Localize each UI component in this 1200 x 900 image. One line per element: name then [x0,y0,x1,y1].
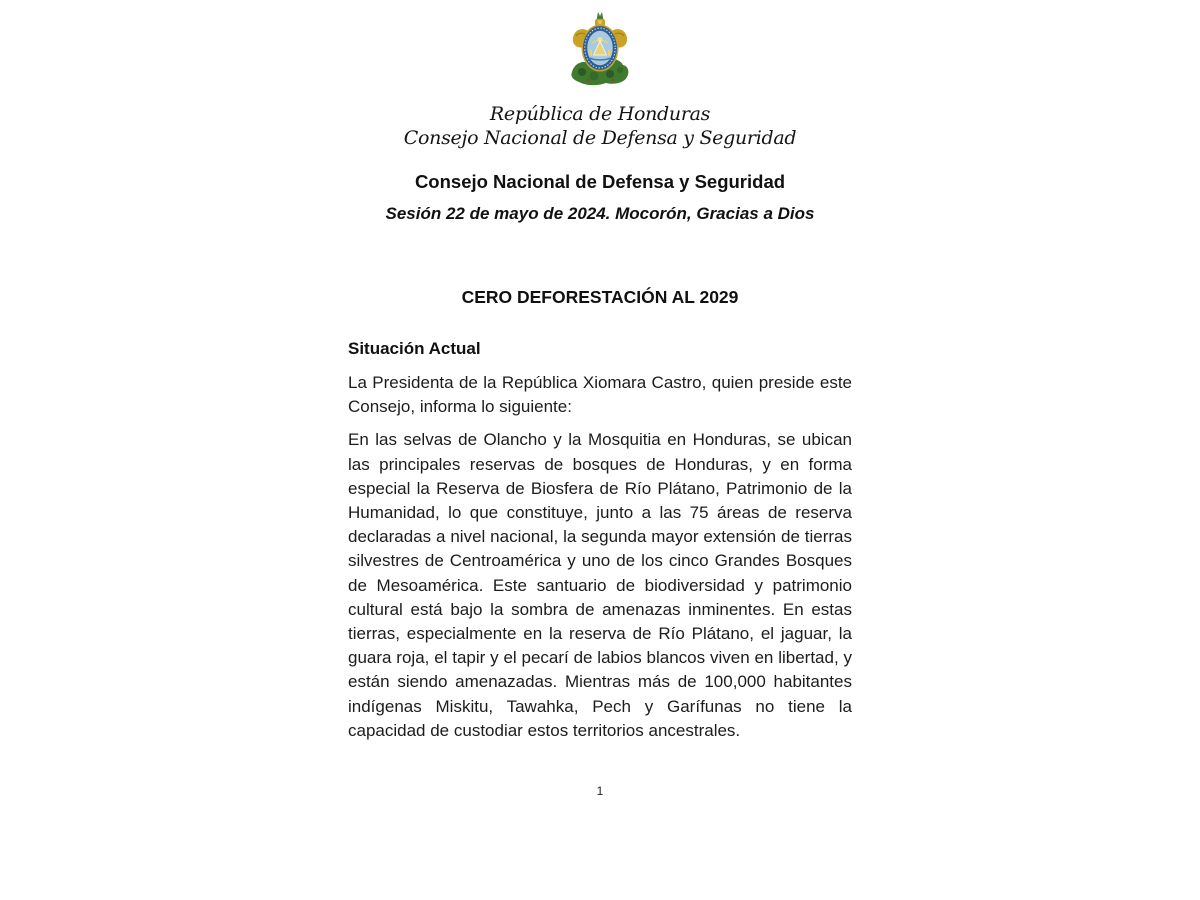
section-heading: Situación Actual [348,339,481,358]
honduras-coat-of-arms-icon [568,10,632,88]
paragraph-main: En las selvas de Olancho y la Mosquitia en Honduras, se ubican las principales reservas de bosques de Honduras, y en forma especial la Reserva de Biosfera de Río Plátano, Patrimonio de la Humanidad, lo que constituye, junto a las 75 áreas de reserva declaradas a nivel nacional, la segunda mayor extensión de tierras silvestres de Centroamérica y uno de los cinco Grandes Bosques de Mesoamérica. Este santuario de biodiversidad y patrimonio cultural está bajo la sombra de amenazas inminentes. En estas tierras, especialmente en la reserva de Río Plátano, el jaguar, la guara roja, el tapir y el pecarí de labios blancos viven en libertad, y están siendo amenazadas. Mientras más de 100,000 habitantes indígenas Miskitu, Tawahka, Pech y Garífunas no tiene la capacidad de custodiar estos territorios ancestrales. [348,430,852,740]
document-title: CERO DEFORESTACIÓN AL 2029 [461,287,739,307]
script-country-name: República de Honduras [489,103,711,125]
page-number: 1 [596,784,604,799]
script-council-name: Consejo Nacional de Defensa y Seguridad [403,127,797,149]
document-page [348,0,852,798]
session-subheading: Sesión 22 de mayo de 2024. Mocorón, Gracias a Dios [385,204,815,223]
org-name-heading: Consejo Nacional de Defensa y Seguridad [414,171,786,192]
paragraph-intro: La Presidenta de la República Xiomara Castro, quien preside este Consejo, informa lo siguiente: [348,373,852,417]
